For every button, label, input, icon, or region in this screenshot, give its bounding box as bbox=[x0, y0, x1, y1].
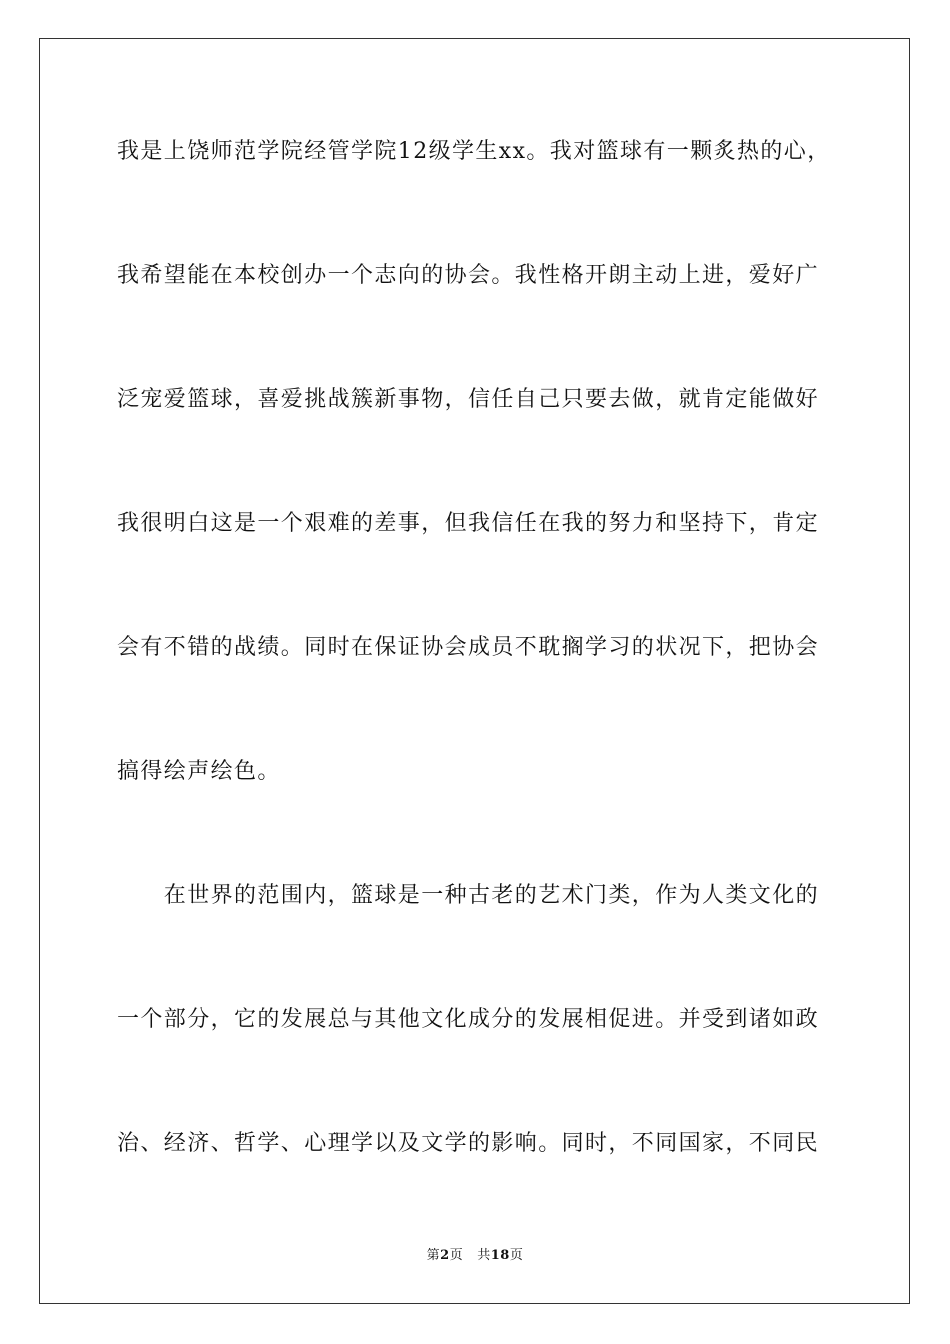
text-line-7: 在世界的范围内，篮球是一种古老的艺术门类，作为人类文化的 bbox=[117, 883, 820, 908]
current-page-number: 2 bbox=[440, 1248, 450, 1263]
text-line-5: 会有不错的战绩。同时在保证协会成员不耽搁学习的状况下，把协会 bbox=[117, 635, 820, 660]
text-line-3: 泛宠爱篮球，喜爱挑战簇新事物，信任自己只要去做，就肯定能做好 bbox=[117, 387, 820, 412]
text-line-9: 治、经济、哲学、心理学以及文学的影响。同时，不同国家，不同民 bbox=[117, 1131, 820, 1156]
total-page-number: 18 bbox=[490, 1248, 510, 1263]
text-line-8: 一个部分，它的发展总与其他文化成分的发展相促进。并受到诸如政 bbox=[117, 1007, 820, 1032]
text-line-6: 搞得绘声绘色。 bbox=[117, 759, 281, 784]
page-suffix: 页 bbox=[449, 1248, 464, 1263]
page-footer bbox=[0, 1247, 950, 1265]
text-line-1: 我是上饶师范学院经管学院12级学生xx。我对篮球有一颗炙热的心， bbox=[117, 139, 831, 164]
page-border bbox=[39, 38, 910, 1304]
text-line-4: 我很明白这是一个艰难的差事，但我信任在我的努力和坚持下，肯定 bbox=[117, 511, 820, 536]
total-suffix: 页 bbox=[509, 1248, 524, 1263]
text-line-2: 我希望能在本校创办一个志向的协会。我性格开朗主动上进，爱好广 bbox=[117, 263, 820, 288]
page-prefix: 第 bbox=[426, 1248, 441, 1263]
total-prefix: 共 bbox=[477, 1248, 491, 1263]
